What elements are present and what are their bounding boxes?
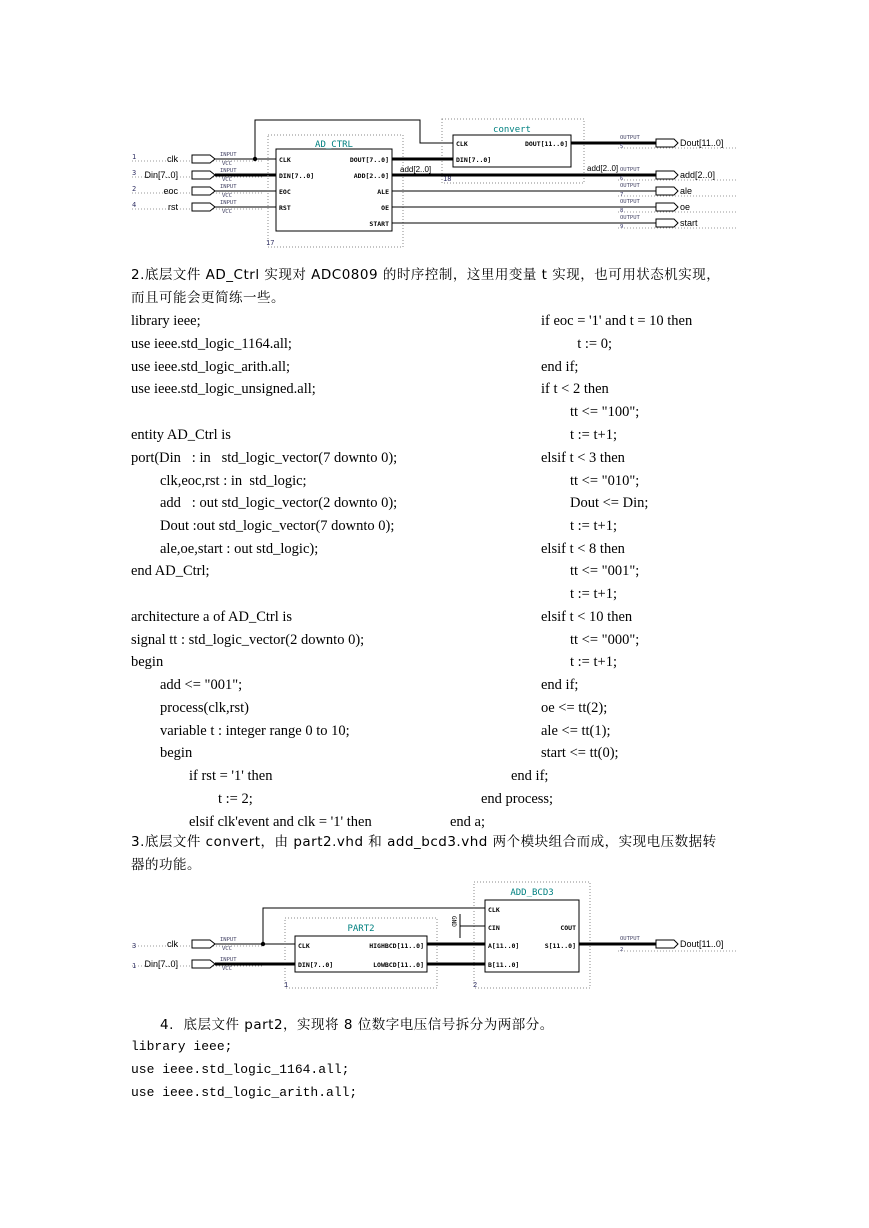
input-pin-icon <box>192 203 215 211</box>
code-left-22: elsif clk'event and clk = '1' then <box>131 814 372 830</box>
code-left-15: begin <box>131 654 164 670</box>
code-left-5: entity AD_Ctrl is <box>131 427 231 443</box>
code-left-3: use ieee.std_logic_unsigned.all; <box>131 381 316 397</box>
svg-text:OUTPUT: OUTPUT <box>620 183 640 189</box>
code-right-14: tt <= "000"; <box>541 632 640 648</box>
svg-text:9: 9 <box>620 224 624 230</box>
ad-ctrl-title: AD_CTRL <box>315 140 353 150</box>
code-right-0: if eoc = '1' and t = 10 then <box>541 313 693 329</box>
svg-text:GND: GND <box>450 916 457 927</box>
code-right-15: t := t+1; <box>541 654 617 670</box>
schematic-convert <box>130 878 740 996</box>
code-right-2: end if; <box>541 359 579 375</box>
svg-text:5: 5 <box>620 144 624 150</box>
code-left-0: library ieee; <box>131 313 201 329</box>
svg-text:CLK: CLK <box>298 942 310 950</box>
output-pin-icon <box>656 187 678 195</box>
svg-text:CIN: CIN <box>488 924 500 932</box>
svg-text:4: 4 <box>132 201 137 209</box>
svg-text:OUTPUT: OUTPUT <box>620 199 640 205</box>
code-right-7: tt <= "010"; <box>541 473 640 489</box>
svg-text:ADD[2..0]: ADD[2..0] <box>353 172 389 180</box>
output-name-ale: ale <box>680 186 693 196</box>
schematic-ad-ctrl <box>130 115 740 250</box>
svg-text:INPUT: INPUT <box>220 957 237 963</box>
svg-text:add[2..0]: add[2..0] <box>400 165 432 174</box>
input-name-din: Din[7..0] <box>144 170 178 180</box>
svg-text:VCC: VCC <box>222 177 232 183</box>
svg-text:HIGHBCD[11..0]: HIGHBCD[11..0] <box>369 942 424 950</box>
convert-block <box>442 119 584 183</box>
input-pin-icon <box>192 187 215 195</box>
code-left-9: Dout :out std_logic_vector(7 downto 0); <box>131 518 395 534</box>
svg-text:DOUT[11..0]: DOUT[11..0] <box>524 140 568 148</box>
code-right-8: Dout <= Din; <box>541 495 649 511</box>
svg-text:DIN[7..0]: DIN[7..0] <box>298 961 334 969</box>
paragraph-3-line-1: 3.底层文件 convert，由 part2.vhd 和 add_bcd3.vhd 两个模块组合而成，实现电压数据转 <box>131 834 717 850</box>
ad-ctrl-block <box>266 135 403 247</box>
code-left-14: signal tt : std_logic_vector(2 downto 0); <box>131 632 365 648</box>
code-left-20: if rst = '1' then <box>131 768 273 784</box>
paragraph-3-line-2: 器的功能。 <box>131 857 201 873</box>
input-pin-icon <box>192 155 215 163</box>
code-right-5: t := t+1; <box>541 427 617 443</box>
output-pin-icon <box>656 139 678 147</box>
svg-text:1: 1 <box>284 981 289 989</box>
svg-text:Dout[11..0]: Dout[11..0] <box>680 939 724 949</box>
svg-text:18: 18 <box>443 175 452 183</box>
paragraph-2-line-2: 而且可能会更简练一些。 <box>131 290 285 306</box>
svg-text:OUTPUT: OUTPUT <box>620 167 640 173</box>
svg-text:3: 3 <box>132 942 137 950</box>
svg-text:2: 2 <box>620 947 624 953</box>
svg-text:LOWBCD[11..0]: LOWBCD[11..0] <box>373 961 424 969</box>
code-right-16: end if; <box>541 677 579 693</box>
svg-text:6: 6 <box>620 176 624 182</box>
svg-text:Din[7..0]: Din[7..0] <box>144 959 178 969</box>
code-right-9: t := t+1; <box>541 518 617 534</box>
svg-text:ALE: ALE <box>377 188 389 196</box>
code-left-13: architecture a of AD_Ctrl is <box>131 609 293 625</box>
svg-text:CLK: CLK <box>488 906 500 914</box>
code-bottom-1: use ieee.std_logic_1164.all; <box>131 1062 350 1077</box>
svg-text:3: 3 <box>132 169 137 177</box>
pin-num: 1 <box>132 153 137 161</box>
svg-text:VCC: VCC <box>222 946 232 952</box>
code-tail-end-process: end process; <box>481 791 554 807</box>
code-left-8: add : out std_logic_vector(2 downto 0); <box>131 495 398 511</box>
svg-text:DOUT[7..0]: DOUT[7..0] <box>349 156 389 164</box>
svg-text:A[11..0]: A[11..0] <box>488 942 520 950</box>
svg-text:DIN[7..0]: DIN[7..0] <box>456 156 492 164</box>
vcc-tag: VCC <box>222 161 232 167</box>
code-right-18: ale <= tt(1); <box>541 723 611 739</box>
code-left-1: use ieee.std_logic_1164.all; <box>131 336 292 352</box>
code-right-19: start <= tt(0); <box>541 745 619 761</box>
svg-text:VCC: VCC <box>222 966 232 972</box>
part2-title: PART2 <box>347 924 375 934</box>
code-left-16: add <= "001"; <box>131 677 243 693</box>
svg-text:DIN[7..0]: DIN[7..0] <box>279 172 315 180</box>
output-name-oe: oe <box>680 202 691 212</box>
svg-text:OUTPUT: OUTPUT <box>620 135 640 141</box>
input-tag: INPUT <box>220 152 237 158</box>
code-right-1: t := 0; <box>541 336 613 352</box>
svg-text:INPUT: INPUT <box>220 184 237 190</box>
svg-text:CLK: CLK <box>456 140 468 148</box>
add-bcd3-block <box>473 882 590 989</box>
paragraph-2-line-1: 2.底层文件 AD_Ctrl 实现对 ADC0809 的时序控制，这里用变量 t 实现，也可用状态机实现， <box>131 267 721 283</box>
input-name-eoc: eoc <box>163 186 178 196</box>
svg-text:COUT: COUT <box>560 924 576 932</box>
code-left-17: process(clk,rst) <box>131 700 249 716</box>
code-tail-end-a: end a; <box>450 814 486 830</box>
svg-text:INPUT: INPUT <box>220 200 237 206</box>
svg-text:RST: RST <box>279 204 291 212</box>
input-name-rst: rst <box>168 202 178 212</box>
code-right-3: if t < 2 then <box>541 381 609 397</box>
svg-text:17: 17 <box>266 239 275 247</box>
svg-text:VCC: VCC <box>222 209 232 215</box>
svg-text:7: 7 <box>620 192 624 198</box>
svg-text:INPUT: INPUT <box>220 937 237 943</box>
output-pin-icon <box>656 203 678 211</box>
output-pin-icon <box>656 171 678 179</box>
code-right-12: t := t+1; <box>541 586 617 602</box>
input-name-clk: clk <box>167 154 178 164</box>
code-left-18: variable t : integer range 0 to 10; <box>131 723 350 739</box>
convert-title: convert <box>493 125 531 135</box>
code-right-10: elsif t < 8 then <box>541 541 625 557</box>
part2-block <box>284 918 437 989</box>
code-left-2: use ieee.std_logic_arith.all; <box>131 359 291 375</box>
input-pin-icon <box>192 960 215 968</box>
svg-text:S[11..0]: S[11..0] <box>544 942 576 950</box>
code-left-10: ale,oe,start : out std_logic); <box>131 541 319 557</box>
code-left-21: t := 2; <box>131 791 253 807</box>
output-pin-icon <box>656 940 678 948</box>
paragraph-4: 4. 底层文件 part2，实现将 8 位数字电压信号拆分为两部分。 <box>160 1017 554 1033</box>
svg-text:1: 1 <box>132 962 137 970</box>
code-left-6: port(Din : in std_logic_vector(7 downto 0); <box>131 450 398 466</box>
svg-text:OE: OE <box>381 204 389 212</box>
svg-text:OUTPUT: OUTPUT <box>620 215 640 221</box>
output-name-start: start <box>680 218 698 228</box>
code-tail-end-if: end if; <box>511 768 549 784</box>
code-right-17: oe <= tt(2); <box>541 700 608 716</box>
svg-text:B[11..0]: B[11..0] <box>488 961 520 969</box>
svg-text:2: 2 <box>132 185 137 193</box>
svg-text:clk: clk <box>167 939 178 949</box>
code-bottom-2: use ieee.std_logic_arith.all; <box>131 1085 358 1100</box>
input-pin-icon <box>192 171 215 179</box>
output-pin-icon <box>656 219 678 227</box>
svg-text:INPUT: INPUT <box>220 168 237 174</box>
code-bottom-0: library ieee; <box>131 1039 233 1054</box>
code-left-11: end AD_Ctrl; <box>131 563 210 579</box>
svg-text:2: 2 <box>473 981 478 989</box>
code-left-7: clk,eoc,rst : in std_logic; <box>131 473 307 489</box>
code-left-19: begin <box>131 745 193 761</box>
code-right-11: tt <= "001"; <box>541 563 640 579</box>
svg-text:EOC: EOC <box>279 188 291 196</box>
code-right-4: tt <= "100"; <box>541 404 640 420</box>
code-right-13: elsif t < 10 then <box>541 609 633 625</box>
svg-text:OUTPUT: OUTPUT <box>620 936 640 942</box>
output-name-dout: Dout[11..0] <box>680 138 724 148</box>
output-name-add: add[2..0] <box>680 170 716 180</box>
input-pin-icon <box>192 940 215 948</box>
svg-text:VCC: VCC <box>222 193 232 199</box>
gnd-icon <box>450 914 485 938</box>
code-right-6: elsif t < 3 then <box>541 450 625 466</box>
svg-text:add[2..0]: add[2..0] <box>587 164 619 173</box>
svg-text:CLK: CLK <box>279 156 291 164</box>
svg-text:8: 8 <box>620 208 624 214</box>
svg-text:START: START <box>369 220 389 228</box>
add-bcd3-title: ADD_BCD3 <box>510 888 554 898</box>
